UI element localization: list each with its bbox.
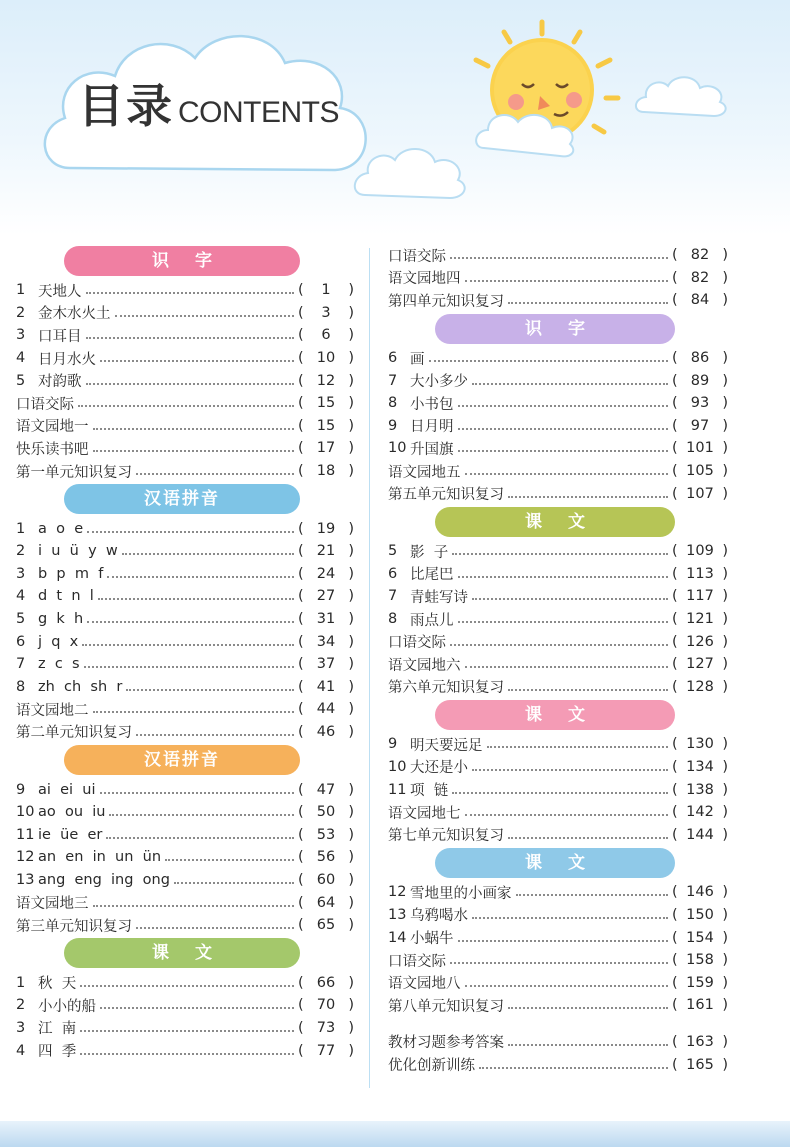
toc-entry[interactable]: 第一单元知识复习 ( 18 ) [16,463,354,481]
toc-entry[interactable]: 优化创新训练 ( 165 ) [388,1056,728,1075]
toc-entry[interactable]: 3 口耳目 ( 6 ) [16,327,354,345]
toc-entry[interactable]: 语文园地五 ( 105 ) [388,463,728,481]
toc-entry[interactable]: 1 秋 天 ( 66 ) [16,974,354,993]
toc-entry[interactable]: 4 d t n l ( 27 ) [16,588,354,605]
section-list [16,517,354,743]
toc-entry[interactable]: 10 ao ou iu ( 50 ) [16,804,354,821]
toc-entry[interactable]: 2 小小的船 ( 70 ) [16,997,354,1015]
toc-entry[interactable]: 口语交际 ( 82 ) [388,247,728,265]
toc-entry[interactable]: 11 ie üe er ( 53 ) [16,826,354,843]
section-header-pinyin: 汉语拼音 [64,484,300,514]
section-list [388,881,728,1017]
toc-entry[interactable]: 7 青蛙写诗 ( 117 ) [388,588,728,606]
section-header-pinyin-2: 汉语拼音 [64,745,300,775]
toc-entry[interactable]: 1 a o e ( 19 ) [16,520,354,537]
section-list [388,347,728,505]
toc-entry[interactable]: 2 i u ü y w ( 21 ) [16,543,354,560]
toc-entry[interactable]: 语文园地二 ( 44 ) [16,701,354,719]
section-header-shizi-2: 识字 [435,314,675,344]
section-list [16,971,354,1061]
section-header-kewen: 课文 [64,938,300,968]
toc-entry[interactable]: 5 影 子 ( 109 ) [388,543,728,561]
toc-entry[interactable]: 4 四 季 ( 77 ) [16,1042,354,1061]
toc-entry[interactable]: 第五单元知识复习 ( 107 ) [388,485,728,504]
toc-entry[interactable]: 13 ang eng ing ong ( 60 ) [16,871,354,888]
toc-entry[interactable]: 语文园地一 ( 15 ) [16,417,354,436]
toc-entry[interactable]: 4 日月水火 ( 10 ) [16,350,354,368]
toc-entry[interactable]: 14 小蜗牛 ( 154 ) [388,929,728,948]
toc-entry[interactable]: 口语交际 ( 126 ) [388,633,728,652]
toc-entry[interactable]: 第二单元知识复习 ( 46 ) [16,723,354,742]
toc-entry[interactable]: 2 金木水火土 ( 3 ) [16,304,354,323]
toc-entry[interactable]: 第四单元知识复习 ( 84 ) [388,292,728,310]
toc-entry[interactable]: 第八单元知识复习 ( 161 ) [388,997,728,1015]
toc-entry[interactable]: 第三单元知识复习 ( 65 ) [16,917,354,935]
section-header-kewen-3: 课文 [435,700,675,730]
column-divider [369,248,370,1088]
cloud-icon [632,70,732,122]
toc-entry[interactable]: 9 ai ei ui ( 47 ) [16,781,354,798]
section-header-kewen-4: 课文 [435,848,675,878]
toc-entry[interactable]: 3 江 南 ( 73 ) [16,1019,354,1038]
toc-entry[interactable]: 8 小书包 ( 93 ) [388,395,728,413]
toc-entry[interactable]: 12 雪地里的小画家 ( 146 ) [388,884,728,902]
title-cn: 目录 [78,79,174,133]
toc-entry[interactable]: 口语交际 ( 158 ) [388,952,728,970]
section-list [388,733,728,846]
toc-entry[interactable]: 1 天地人 ( 1 ) [16,282,354,300]
toc-entry[interactable]: 10 升国旗 ( 101 ) [388,440,728,458]
section-header-shizi: 识字 [64,246,300,276]
section-list [16,778,354,936]
toc-entry[interactable]: 口语交际 ( 15 ) [16,395,354,413]
toc-left-column [16,244,354,1062]
toc-entry[interactable]: 8 zh ch sh r ( 41 ) [16,678,354,695]
section-list [388,244,728,312]
toc-entry[interactable]: 9 日月明 ( 97 ) [388,417,728,436]
toc-entry[interactable]: 语文园地六 ( 127 ) [388,656,728,674]
sun-icon [470,18,630,168]
toc-entry[interactable]: 教材习题参考答案 ( 163 ) [388,1033,728,1052]
toc-entry[interactable]: 语文园地七 ( 142 ) [388,804,728,822]
toc-entry[interactable]: 语文园地八 ( 159 ) [388,974,728,993]
toc-entry[interactable]: 语文园地三 ( 64 ) [16,894,354,913]
toc-entry[interactable]: 快乐读书吧 ( 17 ) [16,440,354,458]
toc-entry[interactable]: 12 an en in un ün ( 56 ) [16,849,354,866]
toc-entry[interactable]: 5 g k h ( 31 ) [16,611,354,628]
section-list [388,540,728,698]
toc-entry[interactable]: 11 项 链 ( 138 ) [388,781,728,800]
cloud-icon [350,140,470,210]
toc-entry[interactable]: 13 乌鸦喝水 ( 150 ) [388,906,728,925]
toc-right-column [388,244,728,1076]
toc-entry[interactable]: 6 画 ( 86 ) [388,350,728,368]
toc-entry[interactable]: 5 对韵歌 ( 12 ) [16,372,354,391]
title-en: CONTENTS [178,96,339,129]
toc-entry[interactable]: 第七单元知识复习 ( 144 ) [388,826,728,845]
toc-entry[interactable]: 9 明天要远足 ( 130 ) [388,736,728,754]
toc-entry[interactable]: 语文园地四 ( 82 ) [388,269,728,288]
footer-band [0,1121,790,1147]
section-header-kewen-2: 课文 [435,507,675,537]
toc-entry[interactable]: 10 大还是小 ( 134 ) [388,758,728,777]
toc-entry[interactable]: 6 比尾巴 ( 113 ) [388,565,728,584]
toc-entry[interactable]: 8 雨点儿 ( 121 ) [388,611,728,629]
toc-entry[interactable]: 3 b p m f ( 24 ) [16,565,354,582]
toc-entry[interactable]: 7 z c s ( 37 ) [16,656,354,673]
toc-entry[interactable]: 7 大小多少 ( 89 ) [388,372,728,391]
toc-entry[interactable]: 6 j q x ( 34 ) [16,633,354,650]
toc-entry[interactable]: 第六单元知识复习 ( 128 ) [388,678,728,697]
section-list [16,279,354,482]
section-list [388,1031,728,1076]
page-title [78,70,339,136]
